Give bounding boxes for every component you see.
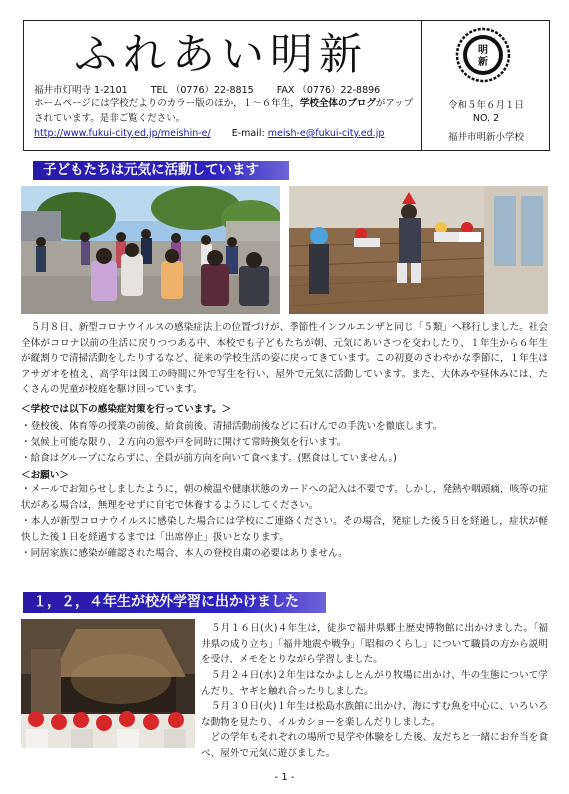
requests-item: ・同居家族に感染が確認された場合、本人の登校自粛の必要はありません。	[21, 548, 348, 559]
notice-text: ホームページには学校だよりのカラー版のほか，１～６年生，	[34, 98, 300, 109]
measures-heading: ＜学校では以下の感染症対策を行っています。＞	[21, 404, 232, 415]
website-notice	[34, 96, 419, 126]
svg-text:新: 新	[478, 57, 488, 68]
section1-paragraph: ５月８日、新型コロナウイルスの感染症法上の位置づけが、季節性インフルエンザと同じ「５類」へ移行しました。社会全体がコロナ以前の生活に戻りつつある中、本校でも子どもたちが朝、元気にあいさつを交わしたり、１年生から６年生が縦割りで清掃活動をしたりするなど、従来の学校生活の姿に戻ってきています。この初夏のさわやかな季節に，１年生はアサガオを植え、高学年は図工の時間に外で写生を行い、屋外で元気に活動しています。また、大休みや昼休みには、たくさんの児童が校庭を駆け回っています。	[21, 322, 548, 396]
photo-museum-visit	[21, 619, 195, 748]
measures-item: ・登校後、体育等の授業の前後、給食前後、清掃活動前後などに石けんでの手洗いを徹底します。	[21, 421, 443, 432]
section2-paragraph: ５月２４日(水)２年生はなかよしとんがり牧場に出かけ、牛の生態について学んだり、ヤギと触れ合ったりしました。	[201, 670, 548, 697]
school-seal-icon	[455, 27, 511, 83]
page-number: - 1 -	[274, 772, 295, 783]
email-link[interactable]: meish-e@fukui-city.ed.jp	[267, 128, 385, 139]
school-name: 福井市明新小学校	[447, 132, 524, 143]
measures-item: ・気候上可能な限り、２方向の窓や戸を同時に開けて常時換気を行います。	[21, 437, 347, 448]
photo-students-outdoors	[21, 186, 280, 314]
section2-title: １，２，４年生が校外学習に出かけました	[23, 592, 326, 613]
contact-line	[34, 82, 400, 96]
photo-students-cleaning	[289, 186, 548, 314]
masthead-title: ふれあい明新	[74, 30, 368, 80]
requests-heading: ＜お願い＞	[21, 470, 69, 481]
notice-bold-text: 学校全体のブログ	[299, 98, 376, 109]
issue-date: 令和５年６月１日	[447, 100, 524, 111]
contact-links	[34, 128, 384, 139]
section2-paragraph: どの学年もそれぞれの場所で見学や体験をした後、友だちと一緒にお弁当を食べ、屋外で元気に遊びました。	[201, 732, 548, 759]
fax-number: FAX （0776）22-8896	[276, 85, 381, 96]
section1-title: 子どもたちは元気に活動しています	[33, 161, 289, 180]
tel-number: TEL （0776）22-8815	[150, 85, 254, 96]
requests-item: ・メールでお知らせしましたように，朝の検温や健康状態のカードへの記入は不要です。しかし，発熱や咽頭痛，咳等の症状がある場合は，無理をせずに自宅で休養するようにしてください。	[21, 484, 548, 511]
section2-paragraph: ５月１６日(火)４年生は，徒歩で福井県郷土歴史博物館に出かけました。「福井県の成り立ち」「福井地震や戦争」「昭和のくらし」について職員の方から説明を受け、メモをとりながら学習しました。	[201, 623, 548, 666]
school-address: 福井市灯明寺 1-2101	[34, 85, 128, 96]
header-divider	[421, 21, 422, 150]
section2-paragraph: ５月３０日(火)１年生は松島水族館に出かけ、海にすむ魚を中心に、いろいろな動物を見たり、イルカショーを楽しんだりしました。	[201, 701, 548, 728]
requests-item: ・本人が新型コロナウイルスに感染した場合には学校にご連絡ください。その場合，発症した後５日を経過し，症状が軽快した後１日を経過するまでは「出席停止」扱いとなります。	[21, 516, 548, 543]
issue-number: NO. 2	[472, 113, 500, 124]
header-box	[23, 20, 550, 151]
homepage-link[interactable]: http://www.fukui-city.ed.jp/meishin-e/	[34, 128, 211, 139]
notice-text-end: がアップされています。是非ご覧ください。	[34, 98, 414, 124]
email-label: E-mail:	[231, 128, 265, 139]
svg-text:明: 明	[478, 45, 488, 56]
measures-item: ・給食はグループにならずに、全員が前方向を向いて食べます。(黙食はしていません。)	[21, 453, 397, 464]
